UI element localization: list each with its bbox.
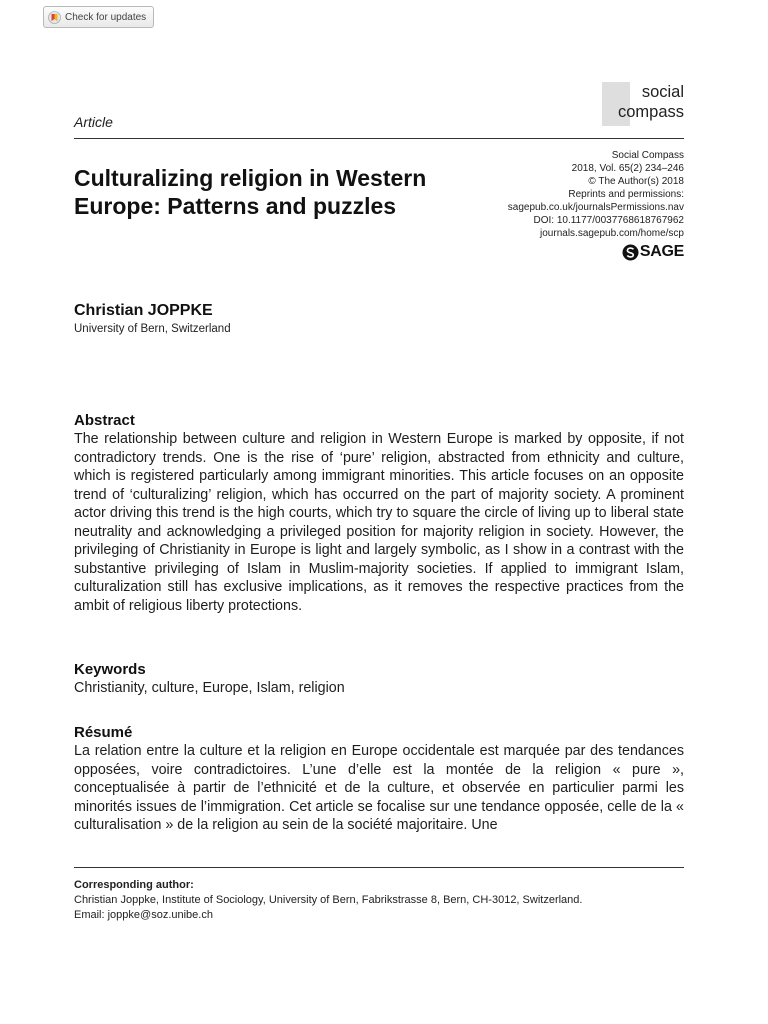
keywords-heading: Keywords: [74, 661, 146, 678]
corresponding-label: Corresponding author:: [74, 879, 194, 891]
check-for-updates-button[interactable]: [43, 6, 154, 28]
journal-brand-text: [618, 82, 684, 122]
publisher-logo: [622, 243, 684, 261]
keywords-text: Christianity, culture, Europe, Islam, religion: [74, 680, 345, 696]
resume-text: La relation entre la culture et la religion en Europe occidentale est marquée par des tendances opposées, voire contradictoires. L’une d’elle est la montée de la religion « pure », conceptualisée à partir de l’ethnicité et de la culture, et observée en particulier parmi les minorités issues de l’immigration. Cet article se focalise sur une tendance opposée, celle de la « culturalisation » de la religion au sein de la société majoritaire. Une: [74, 743, 684, 833]
resume-section: [74, 724, 684, 835]
article-title: Culturalizing religion in Western Europe: Patterns and puzzles: [74, 165, 427, 219]
header-divider: [74, 138, 684, 139]
author-name: Christian JOPPKE: [74, 302, 213, 319]
sage-logo-icon: [622, 244, 639, 261]
resume-heading: Résumé: [74, 724, 133, 741]
journal-brand-line1: social: [641, 83, 684, 101]
author-affiliation: University of Bern, Switzerland: [74, 323, 231, 335]
publisher-logo-text: SAGE: [639, 243, 684, 260]
meta-doi[interactable]: DOI: 10.1177/0037768618767962: [533, 215, 684, 226]
journal-brand-line2: compass: [617, 103, 684, 121]
corresponding-author: [74, 878, 694, 923]
abstract-heading: Abstract: [74, 412, 135, 429]
meta-journal: Social Compass: [611, 150, 684, 161]
journal-brand: [602, 82, 684, 126]
check-for-updates-icon: [48, 11, 61, 24]
check-for-updates-label: Check for updates: [65, 11, 147, 23]
abstract-text: The relationship between culture and religion in Western Europe is marked by opposite, if not contradictory trends. One is the rise of ‘pure’ religion, abstracted from ethnicity and culture, which is registered particularly among immigrant minorities. This article focuses on an opposite trend of ‘culturalizing’ religion, which has occurred on the part of majority society. A prominent actor driving this trend is the high courts, which try to square the circle of living up to liberal state neutrality and acknowledging a privileged position for majority religion in society. However, the privileging of Christianity in Europe is light and largely symbolic, as I show in a contrast with the substantive privileging of Islam in Muslim-majority societies. If applied to immigrant Islam, culturalization still has exclusive implications, as it removes the respective practices from the ambit of religious liberty protections.: [74, 431, 684, 614]
meta-copyright: © The Author(s) 2018: [588, 176, 684, 187]
meta-journal-link[interactable]: journals.sagepub.com/home/scp: [540, 228, 684, 239]
publication-metadata: [508, 149, 684, 240]
section-label: Article: [74, 114, 113, 130]
corresponding-address: Christian Joppke, Institute of Sociology, University of Bern, Fabrikstrasse 8, Bern, CH-3012, Switzerland.: [74, 894, 583, 906]
corresponding-email[interactable]: Email: joppke@soz.unibe.ch: [74, 909, 213, 921]
meta-permissions-link[interactable]: sagepub.co.uk/journalsPermissions.nav: [507, 202, 684, 213]
meta-volume: 2018, Vol. 65(2) 234–246: [571, 163, 684, 174]
abstract-section: [74, 412, 684, 615]
footnote-divider: [74, 867, 684, 868]
meta-reprints: Reprints and permissions:: [568, 189, 684, 200]
keywords-section: [74, 661, 684, 698]
